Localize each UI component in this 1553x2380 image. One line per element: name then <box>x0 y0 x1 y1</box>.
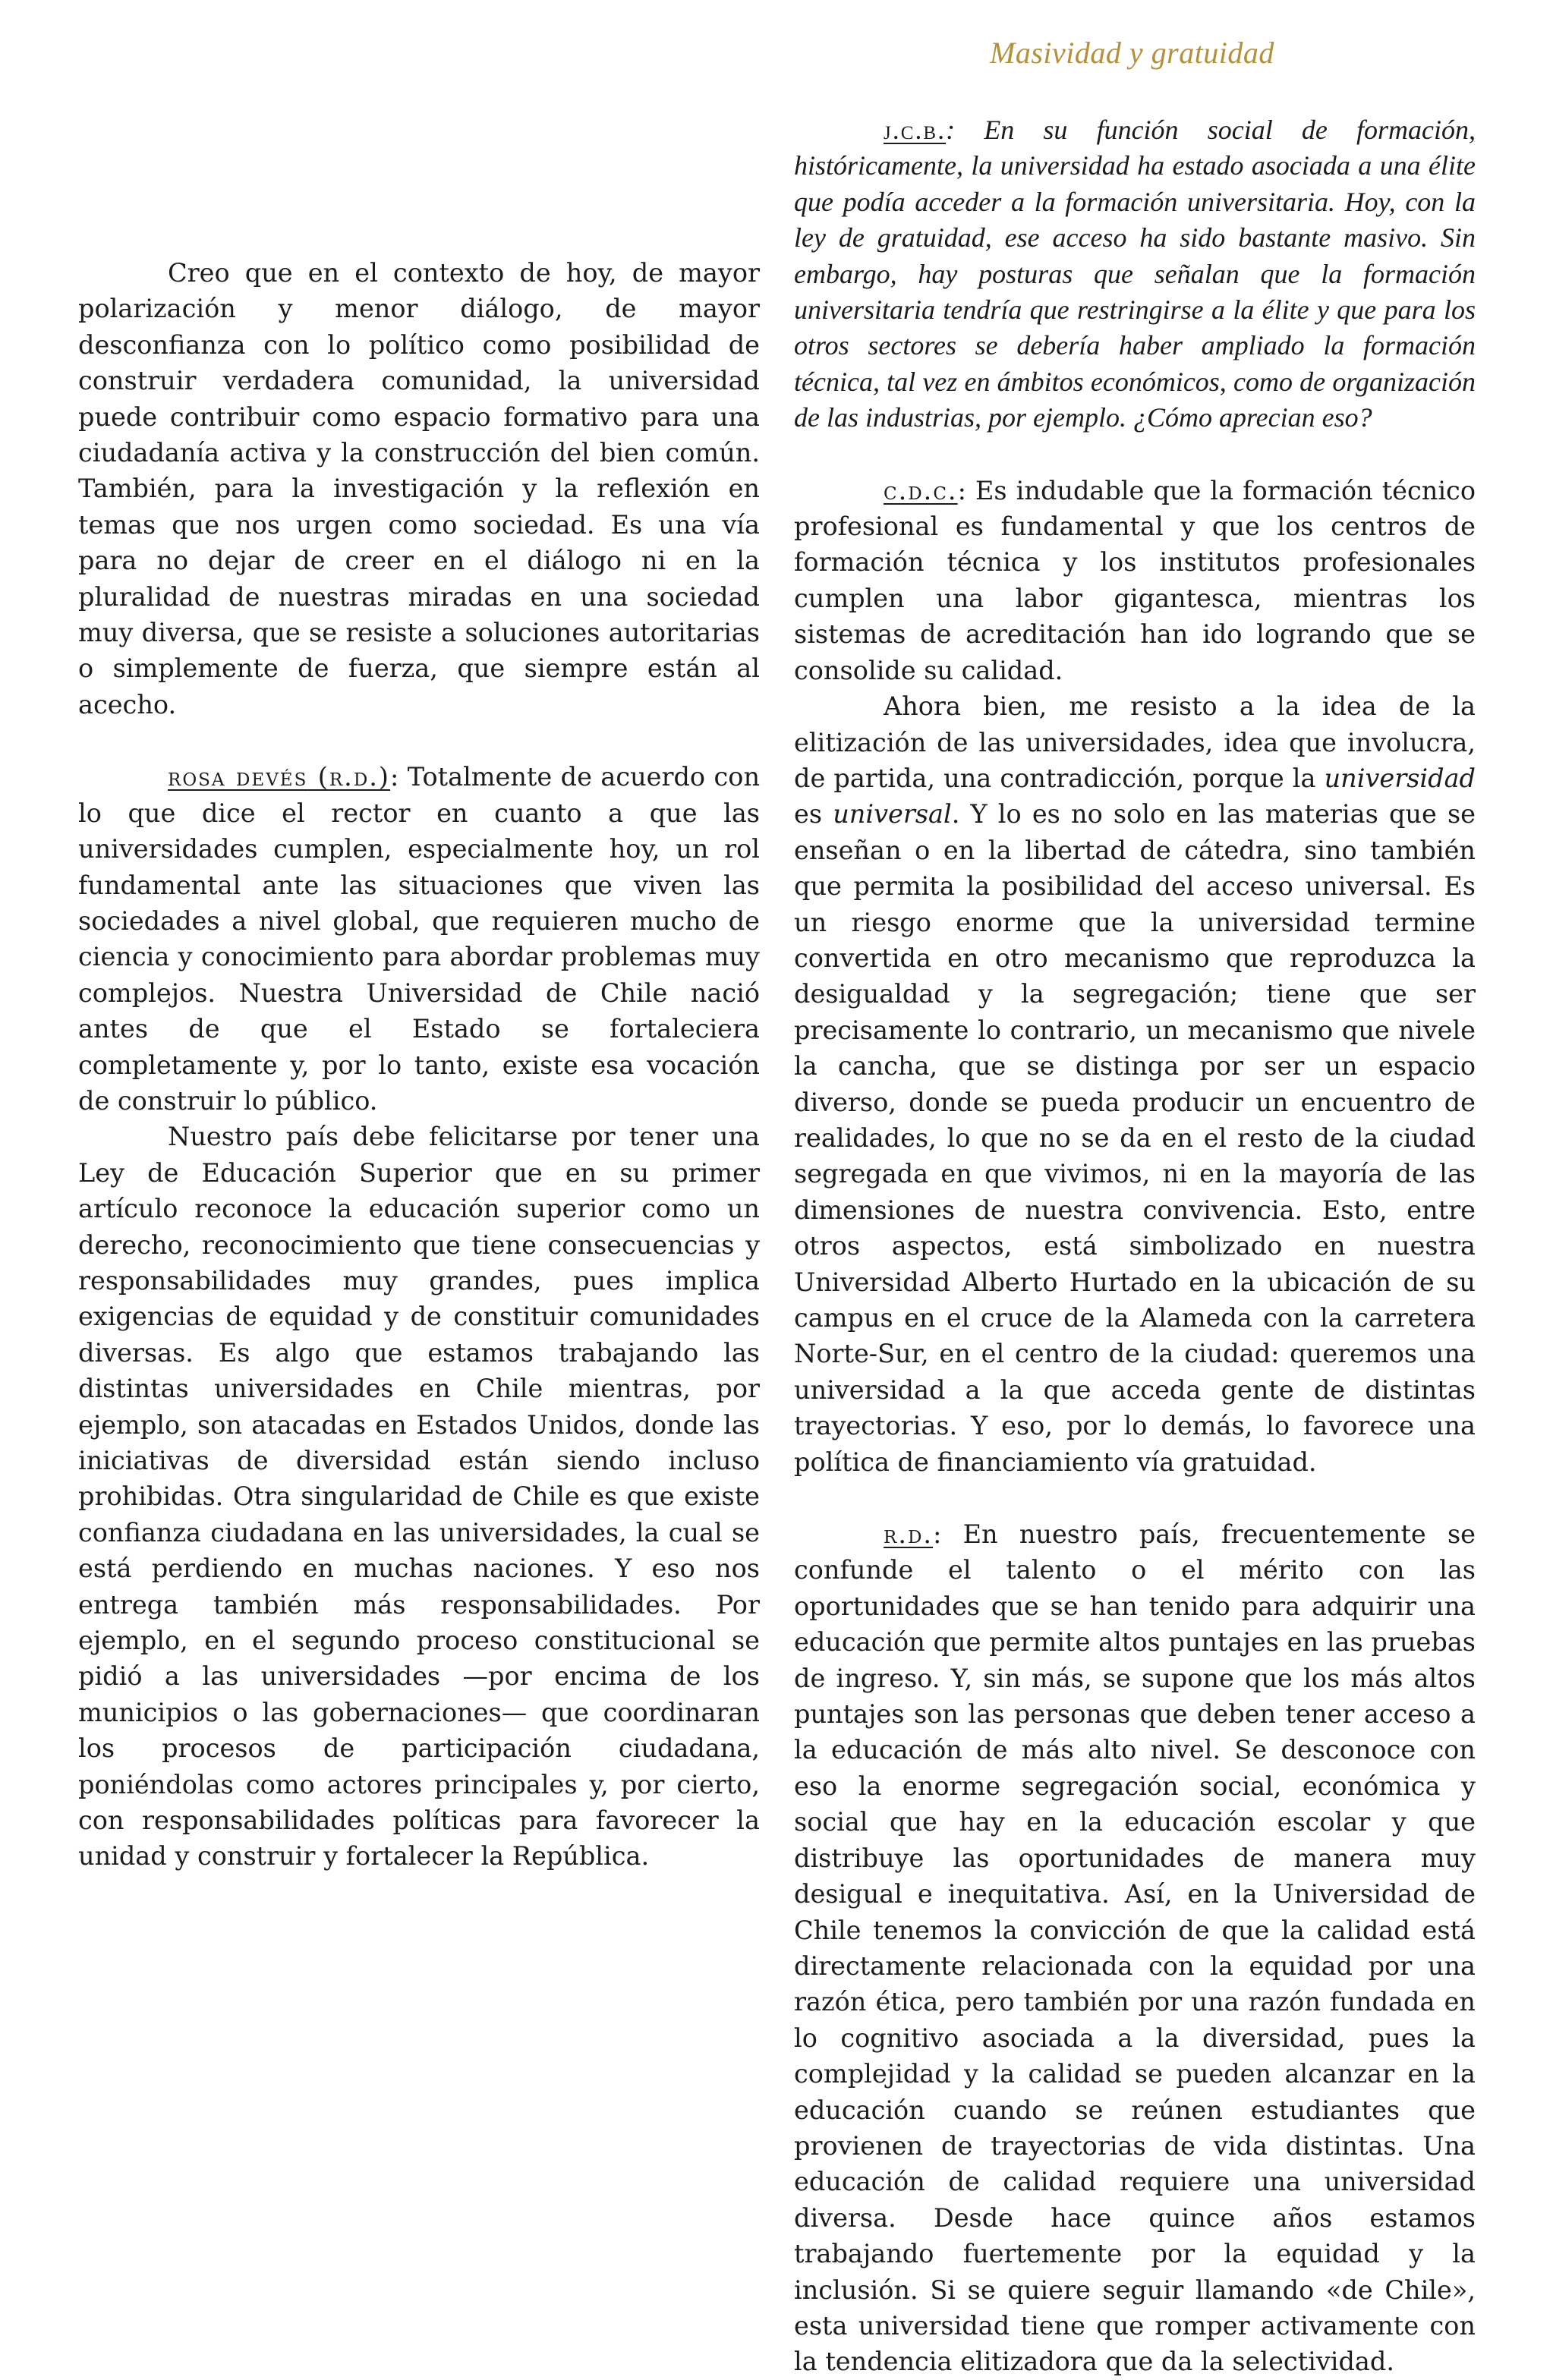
answer-text: En nuestro país, frecuentemente se confunde el talento o el mérito con las oportunidades que se han tenido para adquirir una educación que permite altos puntajes en las pruebas de ingreso. Y, sin más, se supone que los más altos puntajes son las personas que deben tener acceso a la educación de más alto nivel. Se desconoce con eso la enorme segregación social, económica y social que hay en la educación escolar y que distribuye las oportunidades de manera muy desigual e inequitativa. Así, en la Universidad de Chile tenemos la convicción de que la calidad está directamente relacionada con la equidad por una razón ética, pero también por una razón fundada en lo cognitivo asociada a la diversidad, pues la complejidad y la calidad se pueden alcanzar en la educación cuando se reúnen estudiantes que provienen de trayectorias de vida distintas. Una educación de calidad requiere una universidad diversa. Desde hace quince años estamos trabajando fuertemente por la equidad y la inclusión. Si se quiere seguir llamando «de Chile», esta universidad tiene que romper activamente con la tendencia elitizadora que da la selectividad. <box>794 1519 1476 2377</box>
answer-text-part: es <box>794 799 823 830</box>
speaker-abbr-cdc: c.d.c. <box>884 475 958 505</box>
answer-text-part: Ahora bien, me resisto a la idea de la elitización de las universidades, idea que involucra, de partida, una contradicción, porque la <box>794 691 1476 793</box>
answer-cdc-continued <box>794 688 1476 1480</box>
speaker-abbr-jcb: j.c.b. <box>884 115 947 145</box>
question-text: En su función social de formación, históricamente, la universidad ha estado asociada a una élite que podía acceder a la formación universitaria. Hoy, con la ley de gratuidad, ese acceso ha sido bastante masivo. Sin embargo, hay posturas que señalan que la formación universitaria tendría que restringirse a la élite y que para los otros sectores se debería haber ampliado la formación técnica, tal vez en ámbitos económicos, como de organización de las industrias, por ejemplo. ¿Cómo aprecian eso? <box>794 115 1476 433</box>
paragraph-text: Totalmente de acuerdo con lo que dice el rector en cuanto a que las universidades cumplen, especialmente hoy, un rol fundamental ante las situaciones que viven las sociedades a nivel global, que requieren mucho de ciencia y conocimiento para abordar problemas muy complejos. Nuestra Universidad de Chile nació antes de que el Estado se fortaleciera completamente y, por lo tanto, existe esa vocación de construir lo público. <box>78 762 761 1116</box>
answer-cdc: c.d.c.: Es indudable que la formación técnico profesional es fundamental y que los centros de formación técnica y los institutos profesionales cumplen una labor gigantesca, mientras los sistemas de acreditación han ido logrando que se consolide su calidad. <box>794 475 1476 685</box>
paragraph-ley-educacion: Nuestro país debe felicitarse por tener una Ley de Educación Superior que en su primer artículo reconoce la educación superior como un derecho, reconocimiento que tiene consecuencias y responsabilidades muy grandes, pues implica exigencias de equidad y de constituir comunidades diversas. Es algo que estamos trabajando las distintas universidades en Chile mientras, por ejemplo, son atacadas en Estados Unidos, donde las iniciativas de diversidad están siendo incluso prohibidas. Otra singularidad de Chile es que existe confianza ciudadana en las universidades, la cual se está perdiendo en muchas naciones. Y eso nos entrega también más responsabilidades. Por ejemplo, en el segundo proceso constitucional se pidió a las universidades —por encima de los municipios o las gobernaciones— que coordinaran los procesos de participación ciudadana, poniéndolas como actores principales y, por cierto, con responsabilidades políticas para favorecer la unidad y construir y fortalecer la República. <box>78 1122 760 1872</box>
speaker-abbr-rd: r.d. <box>884 1519 934 1550</box>
speaker-abbr: r.d. <box>329 762 379 792</box>
answer-text: Es indudable que la formación técnico profesional es fundamental y que los centros de formación técnica y los institutos profesionales cumplen una labor gigantesca, mientras los sistemas de acreditación han ido logrando que se consolide su calidad. <box>794 475 1476 685</box>
speaker-label: rosa devés (r.d.) <box>168 762 390 792</box>
left-column <box>78 255 760 1875</box>
answer-text-part: . Y lo es no solo en las materias que se enseñan o en la libertad de cátedra, sino también que permita la posibilidad del acceso universal. Es un riesgo enorme que la universidad termine convertida en otro mecanismo que reproduzca la desigualdad y la segregación; tiene que ser precisamente lo contrario, un mecanismo que nivele la cancha, que se distinga por ser un espacio diverso, donde se pueda producir un encuentro de realidades, lo que no se da en el resto de la ciudad segregada en que vivimos, ni en la mayoría de las dimensiones de nuestra convivencia. Esto, entre otros aspectos, está simbolizado en nuestra Universidad Alberto Hurtado en la ubicación de su campus en el cruce de la Alameda con la carretera Norte-Sur, en el centro de la ciudad: queremos una universidad a la que acceda gente de distintas trayectorias. Y eso, por lo demás, lo favorece una política de financiamiento vía gratuidad. <box>794 799 1476 1477</box>
paragraph-rosa-deves: rosa devés (r.d.): Totalmente de acuerdo con lo que dice el rector en cuanto a que las universidades cumplen, especialmente hoy, un rol fundamental ante las situaciones que viven las sociedades a nivel global, que requieren mucho de ciencia y conocimiento para abordar problemas muy complejos. Nuestra Universidad de Chile nació antes de que el Estado se fortaleciera completamente y, por lo tanto, existe esa vocación de construir lo público. <box>78 762 761 1116</box>
emphasis-universal: universal <box>833 799 952 830</box>
running-head: Masividad y gratuidad <box>990 36 1274 70</box>
interviewer-question: j.c.b.: En su función social de formación, históricamente, la universidad ha estado asociada a una élite que podía acceder a la formación universitaria. Hoy, con la ley de gratuidad, ese acceso ha sido bastante masivo. Sin embargo, hay posturas que señalan que la formación universitaria tendría que restringirse a la élite y que para los otros sectores se debería haber ampliado la formación técnica, tal vez en ámbitos económicos, como de organización de las industrias, por ejemplo. ¿Cómo aprecian eso? <box>794 115 1476 433</box>
right-column <box>794 112 1476 2380</box>
paragraph-intro: Creo que en el contexto de hoy, de mayor polarización y menor diálogo, de mayor desconfianza con lo político como posibilidad de construir verdadera comunidad, la universidad puede contribuir como espacio formativo para una ciudadanía activa y la construcción del bien común. También, para la investigación y la reflexión en temas que nos urgen como sociedad. Es una vía para no dejar de creer en el diálogo ni en la pluralidad de nuestras miradas en una sociedad muy diversa, que se resiste a soluciones autoritarias o simplemente de fuerza, que siempre están al acecho. <box>78 258 760 719</box>
answer-rd: r.d.: En nuestro país, frecuentemente se confunde el talento o el mérito con las oportunidades que se han tenido para adquirir una educación que permite altos puntajes en las pruebas de ingreso. Y, sin más, se supone que los más altos puntajes son las personas que deben tener acceso a la educación de más alto nivel. Se desconoce con eso la enorme segregación social, económica y social que hay en la educación escolar y que distribuye las oportunidades de manera muy desigual e inequitativa. Así, en la Universidad de Chile tenemos la convicción de que la calidad está directamente relacionada con la equidad por una razón ética, pero también por una razón fundada en lo cognitivo asociada a la diversidad, pues la complejidad y la calidad se pueden alcanzar en la educación cuando se reúnen estudiantes que provienen de trayectorias de vida distintas. Una educación de calidad requiere una universidad diversa. Desde hace quince años estamos trabajando fuertemente por la equidad y la inclusión. Si se quiere seguir llamando «de Chile», esta universidad tiene que romper activamente con la tendencia elitizadora que da la selectividad. <box>794 1519 1476 2377</box>
emphasis-universidad: universidad <box>1324 763 1476 793</box>
speaker-name: rosa devés <box>168 762 308 792</box>
